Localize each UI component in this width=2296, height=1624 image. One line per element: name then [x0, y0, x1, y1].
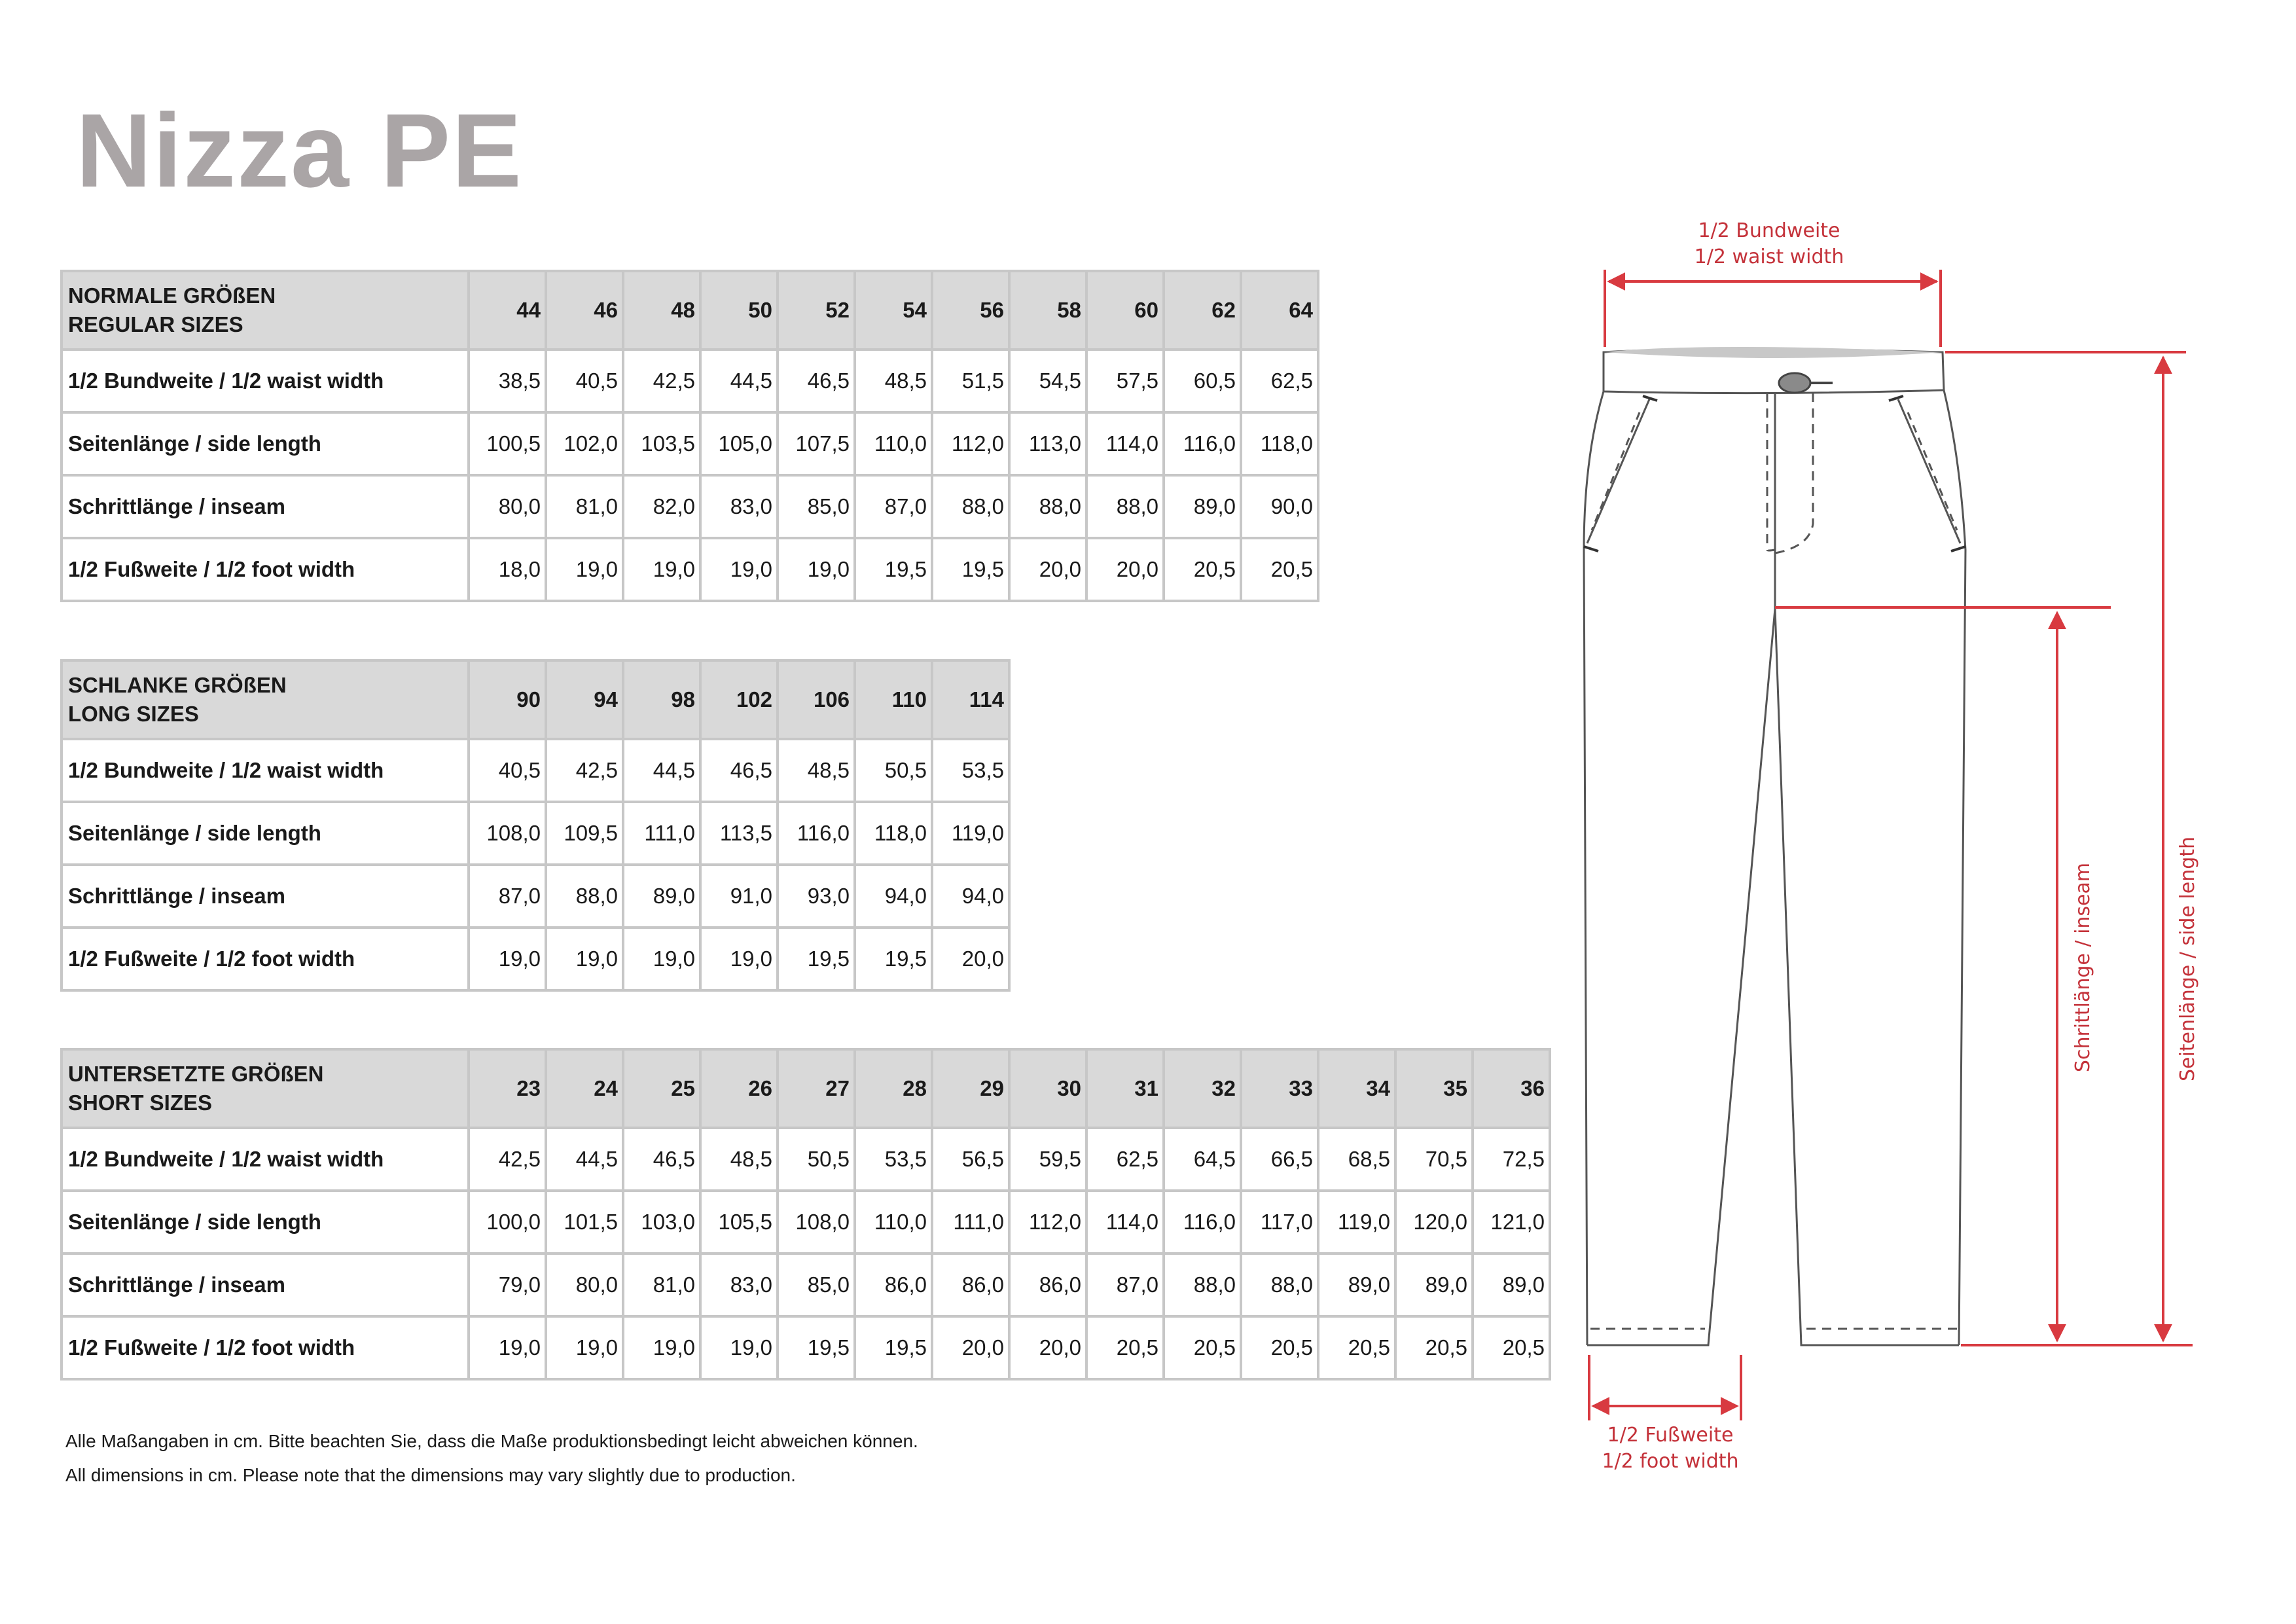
- size-header-cell: 33: [1241, 1049, 1318, 1128]
- value-cell: 88,0: [1164, 1254, 1241, 1316]
- value-cell: 90,0: [1241, 475, 1318, 538]
- value-cell: 19,0: [700, 928, 778, 990]
- value-cell: 89,0: [1473, 1254, 1550, 1316]
- size-header-cell: 46: [546, 271, 623, 350]
- value-cell: 19,5: [778, 1316, 855, 1379]
- value-cell: 20,0: [1009, 538, 1086, 601]
- size-header-cell: 44: [469, 271, 546, 350]
- value-cell: 88,0: [1009, 475, 1086, 538]
- value-cell: 20,5: [1164, 1316, 1241, 1379]
- value-cell: 94,0: [932, 865, 1009, 928]
- size-header-cell: 23: [469, 1049, 546, 1128]
- row-label: 1/2 Fußweite / 1/2 foot width: [62, 928, 469, 990]
- size-header-cell: 90: [469, 660, 546, 739]
- value-cell: 113,5: [700, 802, 778, 865]
- value-cell: 80,0: [546, 1254, 623, 1316]
- value-cell: 20,5: [1241, 538, 1318, 601]
- value-cell: 20,5: [1473, 1316, 1550, 1379]
- value-cell: 68,5: [1318, 1128, 1395, 1191]
- size-header-cell: 27: [778, 1049, 855, 1128]
- value-cell: 54,5: [1009, 350, 1086, 412]
- size-header-cell: 31: [1086, 1049, 1164, 1128]
- value-cell: 42,5: [546, 739, 623, 802]
- value-cell: 56,5: [932, 1128, 1009, 1191]
- header-label-en: LONG SIZES: [68, 702, 199, 726]
- value-cell: 116,0: [778, 802, 855, 865]
- value-cell: 19,5: [855, 538, 932, 601]
- size-header-cell: 24: [546, 1049, 623, 1128]
- size-header-cell: 29: [932, 1049, 1009, 1128]
- size-header-cell: 36: [1473, 1049, 1550, 1128]
- value-cell: 19,0: [546, 538, 623, 601]
- value-cell: 82,0: [623, 475, 700, 538]
- value-cell: 53,5: [932, 739, 1009, 802]
- value-cell: 112,0: [932, 412, 1009, 475]
- value-cell: 110,0: [855, 1191, 932, 1254]
- size-header-cell: 35: [1395, 1049, 1473, 1128]
- value-cell: 59,5: [1009, 1128, 1086, 1191]
- value-cell: 19,0: [778, 538, 855, 601]
- side-length-label: Seitenlänge / side length: [2176, 836, 2199, 1082]
- value-cell: 111,0: [623, 802, 700, 865]
- value-cell: 19,5: [855, 928, 932, 990]
- value-cell: 19,0: [469, 1316, 546, 1379]
- value-cell: 100,5: [469, 412, 546, 475]
- value-cell: 80,0: [469, 475, 546, 538]
- value-cell: 62,5: [1086, 1128, 1164, 1191]
- value-cell: 88,0: [1086, 475, 1164, 538]
- size-header-cell: 48: [623, 271, 700, 350]
- value-cell: 70,5: [1395, 1128, 1473, 1191]
- value-cell: 19,0: [700, 1316, 778, 1379]
- value-cell: 42,5: [469, 1128, 546, 1191]
- value-cell: 42,5: [623, 350, 700, 412]
- row-label: 1/2 Fußweite / 1/2 foot width: [62, 1316, 469, 1379]
- size-header-cell: 64: [1241, 271, 1318, 350]
- size-header-cell: 34: [1318, 1049, 1395, 1128]
- value-cell: 111,0: [932, 1191, 1009, 1254]
- value-cell: 20,5: [1318, 1316, 1395, 1379]
- value-cell: 103,5: [623, 412, 700, 475]
- value-cell: 46,5: [623, 1128, 700, 1191]
- value-cell: 19,0: [700, 538, 778, 601]
- waist-measure-arrow: [1605, 270, 1941, 347]
- value-cell: 83,0: [700, 475, 778, 538]
- value-cell: 18,0: [469, 538, 546, 601]
- inseam-label: Schrittlänge / inseam: [2072, 862, 2094, 1073]
- size-header-cell: 98: [623, 660, 700, 739]
- value-cell: 116,0: [1164, 412, 1241, 475]
- value-cell: 93,0: [778, 865, 855, 928]
- row-label: 1/2 Bundweite / 1/2 waist width: [62, 350, 469, 412]
- row-label: Seitenlänge / side length: [62, 412, 469, 475]
- row-label: Seitenlänge / side length: [62, 802, 469, 865]
- value-cell: 48,5: [700, 1128, 778, 1191]
- page-title: Nizza PE: [76, 92, 523, 209]
- waist-label-de: 1/2 Bundweite: [1698, 219, 1840, 242]
- value-cell: 19,0: [623, 1316, 700, 1379]
- size-header-cell: 114: [932, 660, 1009, 739]
- value-cell: 88,0: [546, 865, 623, 928]
- header-label-de: UNTERSETZTE GRÖßEN: [68, 1062, 324, 1086]
- value-cell: 105,0: [700, 412, 778, 475]
- value-cell: 72,5: [1473, 1128, 1550, 1191]
- value-cell: 86,0: [932, 1254, 1009, 1316]
- value-cell: 19,0: [623, 928, 700, 990]
- value-cell: 107,5: [778, 412, 855, 475]
- foot-measure-arrow: [1589, 1355, 1741, 1420]
- size-header-cell: 56: [932, 271, 1009, 350]
- header-label-de: NORMALE GRÖßEN: [68, 283, 276, 308]
- value-cell: 110,0: [855, 412, 932, 475]
- foot-label-de: 1/2 Fußweite: [1607, 1424, 1734, 1447]
- value-cell: 20,0: [1009, 1316, 1086, 1379]
- value-cell: 105,5: [700, 1191, 778, 1254]
- value-cell: 116,0: [1164, 1191, 1241, 1254]
- value-cell: 87,0: [1086, 1254, 1164, 1316]
- value-cell: 121,0: [1473, 1191, 1550, 1254]
- trousers-outline: [1584, 347, 1965, 1345]
- size-header-cell: 60: [1086, 271, 1164, 350]
- value-cell: 118,0: [1241, 412, 1318, 475]
- value-cell: 44,5: [700, 350, 778, 412]
- row-label: Seitenlänge / side length: [62, 1191, 469, 1254]
- value-cell: 94,0: [855, 865, 932, 928]
- value-cell: 20,0: [1086, 538, 1164, 601]
- value-cell: 108,0: [778, 1191, 855, 1254]
- value-cell: 19,0: [469, 928, 546, 990]
- value-cell: 53,5: [855, 1128, 932, 1191]
- value-cell: 114,0: [1086, 1191, 1164, 1254]
- size-header-cell: 32: [1164, 1049, 1241, 1128]
- value-cell: 87,0: [469, 865, 546, 928]
- value-cell: 113,0: [1009, 412, 1086, 475]
- value-cell: 101,5: [546, 1191, 623, 1254]
- value-cell: 85,0: [778, 475, 855, 538]
- row-label: 1/2 Fußweite / 1/2 foot width: [62, 538, 469, 601]
- value-cell: 118,0: [855, 802, 932, 865]
- value-cell: 40,5: [546, 350, 623, 412]
- value-cell: 86,0: [855, 1254, 932, 1316]
- note-en: All dimensions in cm. Please note that the dimensions may vary slightly due to production.: [65, 1465, 796, 1485]
- value-cell: 100,0: [469, 1191, 546, 1254]
- value-cell: 86,0: [1009, 1254, 1086, 1316]
- header-label-en: REGULAR SIZES: [68, 312, 243, 336]
- row-label: Schrittlänge / inseam: [62, 865, 469, 928]
- value-cell: 40,5: [469, 739, 546, 802]
- value-cell: 89,0: [1318, 1254, 1395, 1316]
- size-header-cell: 102: [700, 660, 778, 739]
- size-header-cell: 25: [623, 1049, 700, 1128]
- size-header-cell: 110: [855, 660, 932, 739]
- size-header-cell: 30: [1009, 1049, 1086, 1128]
- size-header-cell: 58: [1009, 271, 1086, 350]
- value-cell: 20,5: [1395, 1316, 1473, 1379]
- value-cell: 19,0: [546, 1316, 623, 1379]
- value-cell: 102,0: [546, 412, 623, 475]
- size-header-cell: 62: [1164, 271, 1241, 350]
- value-cell: 44,5: [546, 1128, 623, 1191]
- value-cell: 51,5: [932, 350, 1009, 412]
- row-label: Schrittlänge / inseam: [62, 475, 469, 538]
- value-cell: 50,5: [855, 739, 932, 802]
- row-label: 1/2 Bundweite / 1/2 waist width: [62, 739, 469, 802]
- size-header-cell: 106: [778, 660, 855, 739]
- value-cell: 64,5: [1164, 1128, 1241, 1191]
- value-cell: 20,5: [1164, 538, 1241, 601]
- value-cell: 48,5: [778, 739, 855, 802]
- size-header-cell: 52: [778, 271, 855, 350]
- value-cell: 120,0: [1395, 1191, 1473, 1254]
- value-cell: 66,5: [1241, 1128, 1318, 1191]
- value-cell: 57,5: [1086, 350, 1164, 412]
- note-de: Alle Maßangaben in cm. Bitte beachten Sie, dass die Maße produktionsbedingt leicht abweichen können.: [65, 1431, 918, 1451]
- value-cell: 38,5: [469, 350, 546, 412]
- value-cell: 62,5: [1241, 350, 1318, 412]
- value-cell: 19,5: [778, 928, 855, 990]
- value-cell: 20,0: [932, 1316, 1009, 1379]
- foot-label-en: 1/2 foot width: [1602, 1450, 1739, 1473]
- value-cell: 91,0: [700, 865, 778, 928]
- value-cell: 19,0: [546, 928, 623, 990]
- header-label-en: SHORT SIZES: [68, 1091, 213, 1115]
- value-cell: 88,0: [932, 475, 1009, 538]
- value-cell: 112,0: [1009, 1191, 1086, 1254]
- value-cell: 114,0: [1086, 412, 1164, 475]
- row-label: 1/2 Bundweite / 1/2 waist width: [62, 1128, 469, 1191]
- value-cell: 83,0: [700, 1254, 778, 1316]
- value-cell: 46,5: [700, 739, 778, 802]
- value-cell: 117,0: [1241, 1191, 1318, 1254]
- size-header-cell: 26: [700, 1049, 778, 1128]
- size-header-cell: 50: [700, 271, 778, 350]
- value-cell: 108,0: [469, 802, 546, 865]
- value-cell: 20,5: [1241, 1316, 1318, 1379]
- inseam-measure-arrow: [1775, 607, 2111, 1341]
- value-cell: 19,5: [932, 538, 1009, 601]
- value-cell: 89,0: [1164, 475, 1241, 538]
- value-cell: 109,5: [546, 802, 623, 865]
- value-cell: 119,0: [1318, 1191, 1395, 1254]
- value-cell: 81,0: [623, 1254, 700, 1316]
- value-cell: 81,0: [546, 475, 623, 538]
- value-cell: 19,5: [855, 1316, 932, 1379]
- row-label: Schrittlänge / inseam: [62, 1254, 469, 1316]
- value-cell: 79,0: [469, 1254, 546, 1316]
- value-cell: 89,0: [1395, 1254, 1473, 1316]
- size-header-cell: 28: [855, 1049, 932, 1128]
- value-cell: 46,5: [778, 350, 855, 412]
- value-cell: 20,0: [932, 928, 1009, 990]
- value-cell: 87,0: [855, 475, 932, 538]
- value-cell: 119,0: [932, 802, 1009, 865]
- size-header-cell: 94: [546, 660, 623, 739]
- value-cell: 48,5: [855, 350, 932, 412]
- header-label-de: SCHLANKE GRÖßEN: [68, 673, 287, 697]
- value-cell: 50,5: [778, 1128, 855, 1191]
- waist-label-en: 1/2 waist width: [1694, 245, 1844, 268]
- value-cell: 85,0: [778, 1254, 855, 1316]
- value-cell: 44,5: [623, 739, 700, 802]
- value-cell: 103,0: [623, 1191, 700, 1254]
- value-cell: 60,5: [1164, 350, 1241, 412]
- value-cell: 19,0: [623, 538, 700, 601]
- value-cell: 20,5: [1086, 1316, 1164, 1379]
- size-header-cell: 54: [855, 271, 932, 350]
- value-cell: 88,0: [1241, 1254, 1318, 1316]
- value-cell: 89,0: [623, 865, 700, 928]
- side-length-measure-arrow: [1945, 352, 2193, 1345]
